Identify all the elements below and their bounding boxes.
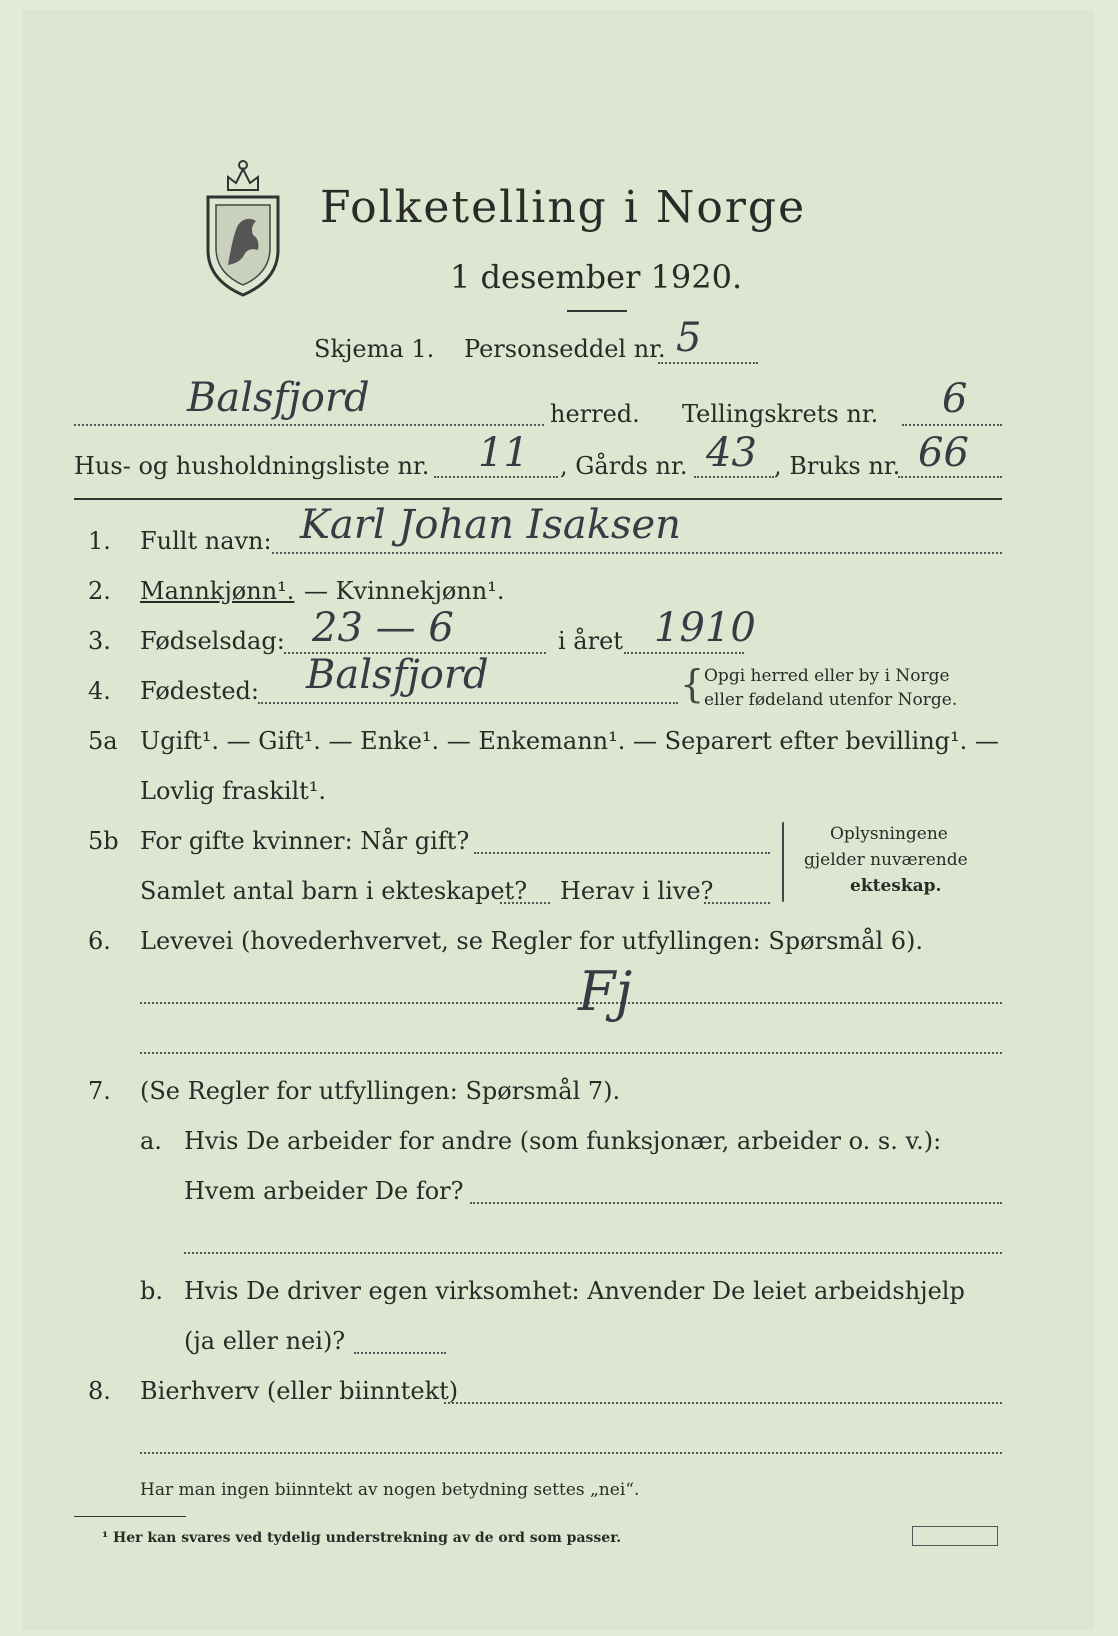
bruks-value[interactable]: 66 xyxy=(918,430,969,476)
q7a-line-1[interactable] xyxy=(470,1202,1002,1204)
birthplace-value[interactable]: Balsfjord xyxy=(306,652,489,698)
birth-year-value[interactable]: 1910 xyxy=(654,605,756,651)
tellingskrets-value[interactable]: 6 xyxy=(942,376,968,422)
full-name-value[interactable]: Karl Johan Isaksen xyxy=(300,502,681,548)
occupation-value[interactable]: Fj xyxy=(578,960,633,1023)
q8-note: Har man ingen biinntekt av nogen betydning settes „nei“. xyxy=(140,1480,640,1500)
q4-line xyxy=(258,702,678,704)
q2-male-option[interactable]: Mannkjønn¹. xyxy=(140,577,295,605)
q7-number: 7. xyxy=(88,1077,111,1105)
q6-label: Levevei (hovederhvervet, se Regler for utfyllingen: Spørsmål 6). xyxy=(140,927,924,955)
census-form xyxy=(22,10,1094,1630)
q7b-letter: b. xyxy=(140,1277,163,1305)
bruks-line xyxy=(898,476,1002,478)
personseddel-line xyxy=(658,362,758,364)
q5a-options-2[interactable]: Lovlig fraskilt¹. xyxy=(140,777,327,805)
q5b-alive: Herav i live? xyxy=(560,877,714,905)
q2-female-option[interactable]: — Kvinnekjønn¹. xyxy=(304,577,505,605)
q2-number: 2. xyxy=(88,577,111,605)
tellingskrets-label: Tellingskrets nr. xyxy=(682,400,879,428)
q5b-alive-line[interactable] xyxy=(704,902,770,904)
herred-value[interactable]: Balsfjord xyxy=(187,375,370,421)
q3-year-label: i året xyxy=(558,627,623,655)
q5b-note-line2: gjelder nuværende xyxy=(804,850,968,870)
title-divider xyxy=(567,310,627,312)
husliste-label: Hus- og husholdningsliste nr. xyxy=(74,452,430,480)
herred-label: herred. xyxy=(550,400,640,428)
q4-note-line1: Opgi herred eller by i Norge xyxy=(704,666,950,686)
q3-label: Fødselsdag: xyxy=(140,627,285,655)
q5b-when-line[interactable] xyxy=(474,852,770,854)
q4-note-line2: eller fødeland utenfor Norge. xyxy=(704,690,958,710)
footnote-rule xyxy=(74,1516,186,1517)
personseddel-value[interactable]: 5 xyxy=(676,315,702,361)
personseddel-label: Personseddel nr. xyxy=(464,335,666,363)
gards-label: , Gårds nr. xyxy=(560,452,688,480)
q3-number: 3. xyxy=(88,627,111,655)
q5a-options[interactable]: Ugift¹. — Gift¹. — Enke¹. — Enkemann¹. — Separert efter bevilling¹. — xyxy=(140,727,999,755)
q1-number: 1. xyxy=(88,527,111,555)
footnote: ¹ Her kan svares ved tydelig understrekning av de ord som passer. xyxy=(102,1530,622,1546)
coat-of-arms-icon xyxy=(198,155,288,300)
q4-label: Fødested: xyxy=(140,677,259,705)
q7-label: (Se Regler for utfyllingen: Spørsmål 7). xyxy=(140,1077,621,1105)
q1-label: Fullt navn: xyxy=(140,527,272,555)
skjema-label: Skjema 1. xyxy=(314,335,435,363)
birthday-value[interactable]: 23 — 6 xyxy=(312,605,454,651)
q1-line xyxy=(272,552,1002,554)
q8-line-1[interactable] xyxy=(444,1402,1002,1404)
q6-line-2 xyxy=(140,1052,1002,1054)
q5b-note-line1: Oplysningene xyxy=(830,824,948,844)
husliste-value[interactable]: 11 xyxy=(478,430,529,476)
q5b-children-line[interactable] xyxy=(500,902,550,904)
bruks-label: , Bruks nr. xyxy=(774,452,901,480)
q4-brace: { xyxy=(680,662,705,706)
q7a-question: Hvem arbeider De for? xyxy=(184,1177,464,1205)
q6-number: 6. xyxy=(88,927,111,955)
q8-number: 8. xyxy=(88,1377,111,1405)
q3-year-line xyxy=(624,652,744,654)
q4-number: 4. xyxy=(88,677,111,705)
q5b-note-line3: ekteskap. xyxy=(850,876,942,896)
q7b-label: Hvis De driver egen virksomhet: Anvender De leiet arbeidshjelp xyxy=(184,1277,965,1305)
gards-line xyxy=(694,476,774,478)
q5b-bracket xyxy=(782,822,784,902)
q8-label: Bierhverv (eller biinntekt) xyxy=(140,1377,459,1405)
tellingskrets-line xyxy=(902,424,1002,426)
q7a-label: Hvis De arbeider for andre (som funksjonær, arbeider o. s. v.): xyxy=(184,1127,942,1155)
q5b-children: Samlet antal barn i ekteskapet? xyxy=(140,877,528,905)
husliste-line xyxy=(434,476,558,478)
herred-line xyxy=(74,424,544,426)
q7b-line[interactable] xyxy=(354,1352,446,1354)
q5a-number: 5a xyxy=(88,727,118,755)
q7a-letter: a. xyxy=(140,1127,162,1155)
census-date: 1 desember 1920. xyxy=(450,258,743,296)
header-rule xyxy=(74,498,1002,500)
q5b-when-married: For gifte kvinner: Når gift? xyxy=(140,827,470,855)
gards-value[interactable]: 43 xyxy=(706,430,757,476)
form-title: Folketelling i Norge xyxy=(320,182,807,233)
printer-stamp xyxy=(912,1526,998,1546)
q7a-line-2[interactable] xyxy=(184,1252,1002,1254)
q6-line-1 xyxy=(140,1002,1002,1004)
q8-line-2[interactable] xyxy=(140,1452,1002,1454)
q5b-number: 5b xyxy=(88,827,119,855)
q7b-question: (ja eller nei)? xyxy=(184,1327,346,1355)
